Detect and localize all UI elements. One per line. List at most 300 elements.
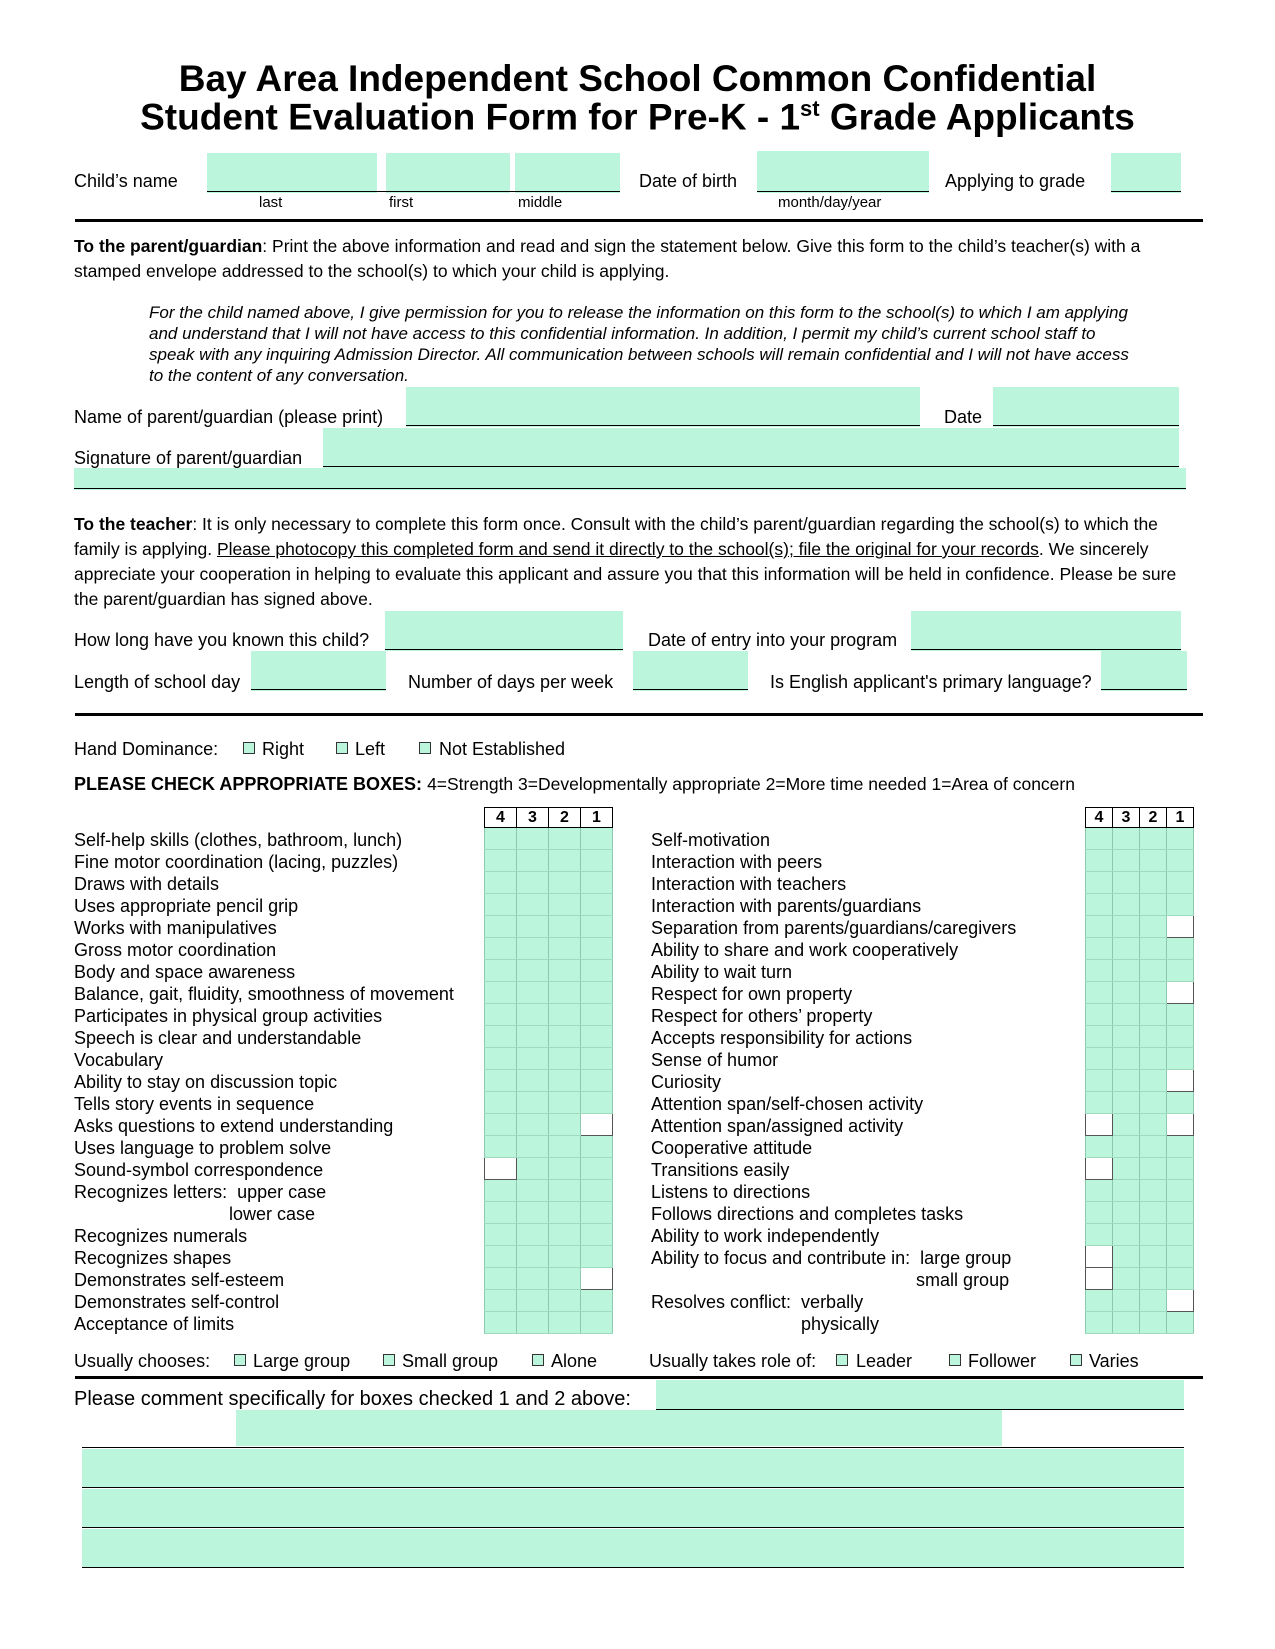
- rating-cell[interactable]: [1113, 1092, 1140, 1114]
- rating-cell[interactable]: [1113, 872, 1140, 894]
- left-item: Body and space awareness: [74, 962, 296, 982]
- rating-cell[interactable]: [1167, 828, 1194, 850]
- hand-not-established-label: Not Established: [439, 739, 566, 759]
- first-name-field[interactable]: [386, 153, 510, 193]
- rating-cell[interactable]: [517, 872, 549, 894]
- rating-cell[interactable]: [581, 982, 613, 1004]
- rating-cell[interactable]: [1113, 1202, 1140, 1224]
- grade-field[interactable]: [1111, 153, 1181, 193]
- usually-role-label: Usually takes role of:: [649, 1351, 817, 1371]
- rating-cell[interactable]: [1140, 960, 1167, 982]
- rating-cell[interactable]: [581, 1268, 613, 1290]
- right-item: Interaction with parents/guardians: [651, 896, 922, 916]
- rating-cell[interactable]: [1086, 828, 1113, 850]
- comments-underline-2: [82, 1447, 1184, 1448]
- rating-cell[interactable]: [1086, 1268, 1113, 1290]
- rating-cell[interactable]: [581, 1224, 613, 1246]
- teacher-intro-underlined: Please photocopy this completed form and send it directly to the school(s); file the original for your records: [216, 539, 1039, 559]
- rating-cell[interactable]: [517, 1202, 549, 1224]
- parent-date-field[interactable]: [993, 387, 1179, 427]
- rating-cell[interactable]: [517, 828, 549, 850]
- rating-cell[interactable]: [1167, 1158, 1194, 1180]
- rating-cell[interactable]: [1113, 828, 1140, 850]
- rating-cell[interactable]: [549, 850, 581, 872]
- rating-cell[interactable]: [517, 982, 549, 1004]
- rating-column-2: 2: [549, 808, 581, 828]
- right-rating-grid: [1085, 807, 1194, 1334]
- rating-cell[interactable]: [549, 960, 581, 982]
- right-item: Cooperative attitude: [651, 1138, 813, 1158]
- rating-cell[interactable]: [517, 1268, 549, 1290]
- rating-cell[interactable]: [517, 1070, 549, 1092]
- rating-cell[interactable]: [1086, 850, 1113, 872]
- rating-cell[interactable]: [1140, 982, 1167, 1004]
- rating-cell[interactable]: [485, 872, 517, 894]
- rating-cell[interactable]: [549, 1224, 581, 1246]
- rating-cell[interactable]: [517, 1312, 549, 1334]
- rating-cell[interactable]: [1113, 1246, 1140, 1268]
- right-item: Ability to wait turn: [651, 962, 793, 982]
- length-label: Length of school day: [74, 672, 241, 692]
- rating-cell[interactable]: [1167, 872, 1194, 894]
- right-item: Curiosity: [651, 1072, 722, 1092]
- rating-cell[interactable]: [517, 938, 549, 960]
- rating-cell[interactable]: [1167, 1246, 1194, 1268]
- rating-cell[interactable]: [581, 1004, 613, 1026]
- rating-cell[interactable]: [1086, 872, 1113, 894]
- rating-cell[interactable]: [1140, 1004, 1167, 1026]
- rating-cell[interactable]: [1086, 1048, 1113, 1070]
- rating-cell[interactable]: [517, 1026, 549, 1048]
- rating-cell[interactable]: [485, 1158, 517, 1180]
- rating-cell[interactable]: [1086, 894, 1113, 916]
- right-item: Interaction with teachers: [651, 874, 847, 894]
- rating-heading: PLEASE CHECK APPROPRIATE BOXES:: [74, 774, 423, 794]
- rating-cell[interactable]: [1167, 1180, 1194, 1202]
- comments-field-1[interactable]: [656, 1380, 1184, 1410]
- rating-cell[interactable]: [1086, 1070, 1113, 1092]
- known-underline: [385, 649, 623, 650]
- rating-cell[interactable]: [517, 1048, 549, 1070]
- parent-name-label: Name of parent/guardian (please print): [74, 407, 384, 427]
- right-item: Listens to directions: [651, 1182, 811, 1202]
- rating-cell[interactable]: [1167, 1312, 1194, 1334]
- rating-cell[interactable]: [1140, 1312, 1167, 1334]
- left-item: Works with manipulatives: [74, 918, 277, 938]
- left-item: lower case: [74, 1204, 316, 1224]
- varies-checkbox[interactable]: [1070, 1354, 1082, 1366]
- rating-column-1: 1: [581, 808, 613, 828]
- follower-checkbox[interactable]: [949, 1354, 961, 1366]
- name-underline: [207, 191, 620, 192]
- rating-cell[interactable]: [485, 1026, 517, 1048]
- right-items-list: [651, 829, 1016, 1335]
- rating-cell[interactable]: [581, 938, 613, 960]
- rating-cell[interactable]: [485, 1290, 517, 1312]
- rating-cell[interactable]: [581, 1114, 613, 1136]
- rating-cell[interactable]: [1140, 1092, 1167, 1114]
- parent-instructions: [74, 234, 1204, 284]
- signature-field[interactable]: [323, 428, 1179, 468]
- hand-right-label: Right: [262, 739, 305, 759]
- rating-cell[interactable]: [581, 1092, 613, 1114]
- signature-underline: [323, 466, 1179, 467]
- large-group-label: Large group: [253, 1351, 351, 1371]
- left-item: Vocabulary: [74, 1050, 164, 1070]
- rating-column-3: 3: [517, 808, 549, 828]
- left-item: Recognizes numerals: [74, 1226, 248, 1246]
- rating-cell[interactable]: [581, 1158, 613, 1180]
- parent-statement: For the child named above, I give permission for you to release the information on this form to the school(s) to which I am applying and understand that I will not have access to this confidential information. In addition, I permit my child’s current school staff to speak with any inquiring Admission Director. All communication between schools will remain confidential and I will not have access to the content of any conversation.: [149, 303, 1129, 385]
- rating-cell[interactable]: [581, 1180, 613, 1202]
- rating-cell[interactable]: [517, 1114, 549, 1136]
- rating-cell[interactable]: [1086, 1246, 1113, 1268]
- parent-name-underline: [406, 425, 920, 426]
- rating-cell[interactable]: [1086, 1136, 1113, 1158]
- rating-cell[interactable]: [1140, 916, 1167, 938]
- rating-cell[interactable]: [549, 828, 581, 850]
- rating-cell[interactable]: [549, 1048, 581, 1070]
- rating-cell[interactable]: [549, 894, 581, 916]
- rating-cell[interactable]: [485, 1180, 517, 1202]
- rating-cell[interactable]: [1113, 916, 1140, 938]
- rating-header: [74, 774, 1075, 795]
- rating-cell[interactable]: [1167, 1026, 1194, 1048]
- rating-cell[interactable]: [1140, 1048, 1167, 1070]
- rating-cell[interactable]: [581, 1290, 613, 1312]
- comments-underline-5: [82, 1567, 1184, 1568]
- alone-checkbox[interactable]: [532, 1354, 544, 1366]
- rating-column-4: 4: [1086, 808, 1113, 828]
- teacher-intro-b: . We sincerely appreciate your cooperation in helping to evaluate this applicant and assure you that this information will be held in confidence. Please be sure the parent/guardian has signed above.: [74, 539, 1177, 609]
- hand-left-checkbox[interactable]: [336, 742, 348, 754]
- rating-cell[interactable]: [549, 1158, 581, 1180]
- dob-label: Date of birth: [639, 171, 738, 191]
- rating-cell[interactable]: [1167, 938, 1194, 960]
- rating-cell[interactable]: [517, 1180, 549, 1202]
- rating-cell[interactable]: [485, 828, 517, 850]
- rating-cell[interactable]: [1140, 828, 1167, 850]
- rating-cell[interactable]: [1140, 850, 1167, 872]
- left-rating-grid: [484, 807, 613, 1334]
- rating-cell[interactable]: [1140, 1246, 1167, 1268]
- rating-cell[interactable]: [581, 850, 613, 872]
- rating-cell[interactable]: [549, 982, 581, 1004]
- divider-1: [75, 219, 1203, 222]
- rating-cell[interactable]: [1113, 1224, 1140, 1246]
- teacher-intro-a: : It is only necessary to complete this form once. Consult with the child’s parent/guardian regarding the school(s) to which the family is applying.: [74, 514, 1158, 559]
- rating-cell[interactable]: [485, 1202, 517, 1224]
- rating-cell[interactable]: [1086, 1026, 1113, 1048]
- rating-cell[interactable]: [1140, 1136, 1167, 1158]
- rating-cell[interactable]: [1113, 1180, 1140, 1202]
- rating-cell[interactable]: [1113, 1312, 1140, 1334]
- rating-cell[interactable]: [549, 1092, 581, 1114]
- left-item: Demonstrates self-esteem: [74, 1270, 285, 1290]
- rating-cell[interactable]: [1113, 1136, 1140, 1158]
- rating-cell[interactable]: [1167, 1092, 1194, 1114]
- rating-cell[interactable]: [1113, 1114, 1140, 1136]
- rating-cell[interactable]: [517, 1136, 549, 1158]
- rating-cell[interactable]: [1086, 982, 1113, 1004]
- rating-cell[interactable]: [1167, 1004, 1194, 1026]
- known-field[interactable]: [385, 611, 623, 651]
- divider-2: [75, 713, 1203, 716]
- rating-cell[interactable]: [1167, 1268, 1194, 1290]
- rating-cell[interactable]: [549, 1004, 581, 1026]
- rating-cell[interactable]: [517, 1224, 549, 1246]
- rating-cell[interactable]: [1086, 960, 1113, 982]
- rating-cell[interactable]: [581, 872, 613, 894]
- left-item: Demonstrates self-control: [74, 1292, 280, 1312]
- rating-cell[interactable]: [549, 1180, 581, 1202]
- title-superscript: st: [800, 96, 820, 121]
- rating-cell[interactable]: [1167, 916, 1194, 938]
- rating-cell[interactable]: [581, 960, 613, 982]
- parent-date-underline: [993, 425, 1179, 426]
- rating-cell[interactable]: [1113, 1026, 1140, 1048]
- rating-cell[interactable]: [1113, 1004, 1140, 1026]
- rating-cell[interactable]: [549, 938, 581, 960]
- rating-cell[interactable]: [485, 1246, 517, 1268]
- rating-cell[interactable]: [549, 1114, 581, 1136]
- rating-cell[interactable]: [1113, 1290, 1140, 1312]
- rating-cell[interactable]: [1113, 960, 1140, 982]
- rating-cell[interactable]: [1140, 1290, 1167, 1312]
- dob-field[interactable]: [757, 151, 929, 193]
- rating-cell[interactable]: [517, 1092, 549, 1114]
- rating-cell[interactable]: [1167, 1114, 1194, 1136]
- grade-label: Applying to grade: [945, 171, 1086, 191]
- small-group-checkbox[interactable]: [383, 1354, 395, 1366]
- rating-cell[interactable]: [485, 1092, 517, 1114]
- rating-cell[interactable]: [485, 916, 517, 938]
- hand-not-established-checkbox[interactable]: [419, 742, 431, 754]
- comments-field-4[interactable]: [82, 1489, 1184, 1527]
- rating-cell[interactable]: [1086, 938, 1113, 960]
- comments-field-2[interactable]: [236, 1410, 1002, 1446]
- right-item: Follows directions and completes tasks: [651, 1204, 964, 1224]
- rating-cell[interactable]: [1140, 1114, 1167, 1136]
- childs-name-label: Child’s name: [74, 171, 178, 191]
- rating-cell[interactable]: [581, 916, 613, 938]
- rating-cell[interactable]: [1140, 872, 1167, 894]
- rating-cell[interactable]: [1140, 1158, 1167, 1180]
- rating-cell[interactable]: [517, 960, 549, 982]
- title-line2-post: Grade Applicants: [819, 96, 1135, 138]
- varies-label: Varies: [1089, 1351, 1139, 1371]
- rating-cell[interactable]: [1086, 1224, 1113, 1246]
- rating-cell[interactable]: [517, 1246, 549, 1268]
- leader-label: Leader: [856, 1351, 913, 1371]
- rating-cell[interactable]: [581, 1048, 613, 1070]
- rating-cell[interactable]: [1113, 1268, 1140, 1290]
- left-item: Draws with details: [74, 874, 220, 894]
- alone-label: Alone: [551, 1351, 598, 1371]
- left-item: Uses language to problem solve: [74, 1138, 332, 1158]
- hand-right-checkbox[interactable]: [243, 742, 255, 754]
- last-label: last: [259, 194, 283, 211]
- first-label: first: [389, 194, 414, 211]
- rating-cell[interactable]: [549, 872, 581, 894]
- rating-cell[interactable]: [485, 1136, 517, 1158]
- length-field[interactable]: [251, 651, 386, 691]
- rating-cell[interactable]: [581, 1070, 613, 1092]
- teacher-instructions: [74, 512, 1204, 612]
- entry-label: Date of entry into your program: [648, 630, 898, 650]
- rating-cell[interactable]: [517, 916, 549, 938]
- right-item: Respect for own property: [651, 984, 853, 1004]
- english-field[interactable]: [1101, 651, 1187, 691]
- rating-cell[interactable]: [581, 828, 613, 850]
- rating-cell[interactable]: [1086, 1004, 1113, 1026]
- left-item: Speech is clear and understandable: [74, 1028, 362, 1048]
- rating-cell[interactable]: [517, 1290, 549, 1312]
- days-label: Number of days per week: [408, 672, 614, 692]
- rating-cell[interactable]: [1140, 894, 1167, 916]
- rating-column-4: 4: [485, 808, 517, 828]
- rating-cell[interactable]: [1113, 938, 1140, 960]
- rating-cell[interactable]: [549, 1290, 581, 1312]
- rating-cell[interactable]: [549, 1070, 581, 1092]
- rating-cell[interactable]: [485, 938, 517, 960]
- rating-cell[interactable]: [1167, 850, 1194, 872]
- rating-cell[interactable]: [1086, 1114, 1113, 1136]
- large-group-checkbox[interactable]: [234, 1354, 246, 1366]
- left-item: Self-help skills (clothes, bathroom, lunch): [74, 830, 403, 850]
- english-label: Is English applicant's primary language?: [770, 672, 1092, 692]
- rating-cell[interactable]: [1086, 1202, 1113, 1224]
- comments-underline-3: [82, 1487, 1184, 1488]
- rating-cell[interactable]: [581, 1312, 613, 1334]
- rating-cell[interactable]: [1086, 1180, 1113, 1202]
- leader-checkbox[interactable]: [836, 1354, 848, 1366]
- rating-cell[interactable]: [549, 916, 581, 938]
- rating-cell[interactable]: [517, 1004, 549, 1026]
- right-item: Ability to work independently: [651, 1226, 880, 1246]
- rating-cell[interactable]: [1086, 1158, 1113, 1180]
- rating-cell[interactable]: [549, 1312, 581, 1334]
- right-item: Attention span/self-chosen activity: [651, 1094, 924, 1114]
- rating-cell[interactable]: [1167, 1048, 1194, 1070]
- rating-cell[interactable]: [1140, 1268, 1167, 1290]
- rating-cell[interactable]: [1113, 1158, 1140, 1180]
- right-item: Interaction with peers: [651, 852, 823, 872]
- rating-cell[interactable]: [581, 1136, 613, 1158]
- rating-cell[interactable]: [485, 850, 517, 872]
- rating-cell[interactable]: [485, 1268, 517, 1290]
- right-item: Sense of humor: [651, 1050, 779, 1070]
- comments-field-5[interactable]: [82, 1529, 1184, 1567]
- rating-cell[interactable]: [517, 894, 549, 916]
- rating-cell[interactable]: [1113, 894, 1140, 916]
- rating-scale: 4=Strength 3=Developmentally appropriate 2=More time needed 1=Area of concern: [427, 774, 1075, 794]
- english-underline: [1101, 689, 1187, 690]
- hand-left-label: Left: [355, 739, 386, 759]
- last-name-field[interactable]: [207, 153, 377, 193]
- rating-cell[interactable]: [1167, 982, 1194, 1004]
- comments-field-3[interactable]: [82, 1449, 1184, 1487]
- rating-cell[interactable]: [1113, 850, 1140, 872]
- rating-cell[interactable]: [517, 850, 549, 872]
- signature-extra-field[interactable]: [74, 468, 1186, 490]
- rating-cell[interactable]: [1140, 1202, 1167, 1224]
- left-item: Asks questions to extend understanding: [74, 1116, 394, 1136]
- rating-cell[interactable]: [485, 960, 517, 982]
- rating-cell[interactable]: [581, 1246, 613, 1268]
- rating-cell[interactable]: [485, 1224, 517, 1246]
- rating-cell[interactable]: [517, 1158, 549, 1180]
- title-line2-pre: Student Evaluation Form for Pre-K - 1: [140, 96, 801, 138]
- rating-cell[interactable]: [485, 1312, 517, 1334]
- rating-cell[interactable]: [1167, 960, 1194, 982]
- parent-name-field[interactable]: [406, 387, 920, 427]
- rating-cell[interactable]: [549, 1026, 581, 1048]
- rating-cell[interactable]: [581, 894, 613, 916]
- rating-cell[interactable]: [485, 1070, 517, 1092]
- rating-cell[interactable]: [581, 1026, 613, 1048]
- parent-heading: To the parent/guardian: [74, 236, 263, 256]
- middle-name-field[interactable]: [515, 153, 620, 193]
- rating-cell[interactable]: [549, 1268, 581, 1290]
- rating-cell[interactable]: [1140, 1224, 1167, 1246]
- days-field[interactable]: [633, 651, 748, 691]
- rating-column-1: 1: [1167, 808, 1194, 828]
- rating-cell[interactable]: [1167, 1136, 1194, 1158]
- right-item: Accepts responsibility for actions: [651, 1028, 913, 1048]
- left-item: Recognizes letters: upper case: [74, 1182, 327, 1202]
- rating-cell[interactable]: [1140, 1180, 1167, 1202]
- rating-cell[interactable]: [549, 1202, 581, 1224]
- rating-cell[interactable]: [485, 894, 517, 916]
- rating-cell[interactable]: [485, 1114, 517, 1136]
- usually-chooses-label: Usually chooses:: [74, 1351, 211, 1371]
- comments-label: Please comment specifically for boxes checked 1 and 2 above:: [74, 1388, 631, 1410]
- rating-cell[interactable]: [1140, 938, 1167, 960]
- rating-cell[interactable]: [485, 1004, 517, 1026]
- rating-cell[interactable]: [1167, 1070, 1194, 1092]
- left-item: Uses appropriate pencil grip: [74, 896, 299, 916]
- rating-cell[interactable]: [1113, 982, 1140, 1004]
- rating-cell[interactable]: [1167, 894, 1194, 916]
- rating-cell[interactable]: [1140, 1026, 1167, 1048]
- divider-3: [75, 1376, 1203, 1379]
- right-item: Ability to share and work cooperatively: [651, 940, 959, 960]
- rating-column-2: 2: [1140, 808, 1167, 828]
- rating-cell[interactable]: [485, 1048, 517, 1070]
- rating-cell[interactable]: [549, 1136, 581, 1158]
- rating-cell[interactable]: [549, 1246, 581, 1268]
- rating-cell[interactable]: [1086, 1092, 1113, 1114]
- rating-cell[interactable]: [1086, 1312, 1113, 1334]
- rating-cell[interactable]: [581, 1202, 613, 1224]
- entry-field[interactable]: [911, 611, 1181, 651]
- rating-cell[interactable]: [1113, 1048, 1140, 1070]
- rating-cell[interactable]: [1167, 1224, 1194, 1246]
- rating-cell[interactable]: [1086, 1290, 1113, 1312]
- dob-hint: month/day/year: [778, 194, 882, 211]
- follower-label: Follower: [968, 1351, 1037, 1371]
- rating-cell[interactable]: [1167, 1290, 1194, 1312]
- rating-cell[interactable]: [1167, 1202, 1194, 1224]
- left-item: Recognizes shapes: [74, 1248, 232, 1268]
- right-item: Respect for others’ property: [651, 1006, 873, 1026]
- rating-cell[interactable]: [1113, 1070, 1140, 1092]
- rating-cell[interactable]: [485, 982, 517, 1004]
- left-item: Gross motor coordination: [74, 940, 277, 960]
- rating-cell[interactable]: [1086, 916, 1113, 938]
- rating-cell[interactable]: [1140, 1070, 1167, 1092]
